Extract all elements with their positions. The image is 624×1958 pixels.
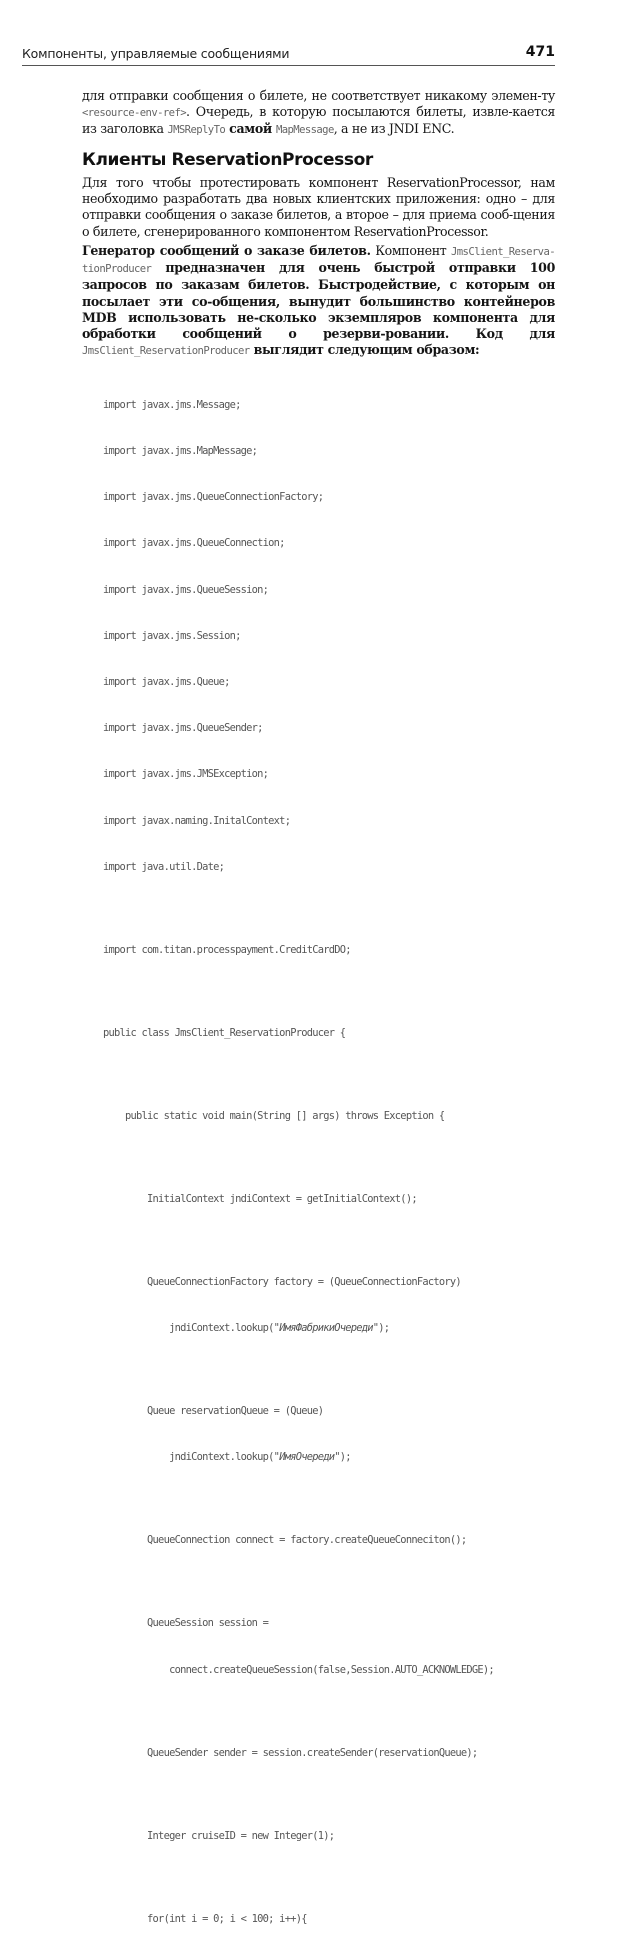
chapter-title: Компоненты, управляемые сообщениями [22,46,290,61]
intro-paragraph [82,88,555,139]
text-run: самой [225,121,276,137]
section-paragraph-1 [82,175,555,240]
code-line: import javax.jms.QueueConnectionFactory; [103,491,324,504]
section-heading: Клиенты ReservationProcessor [82,150,373,170]
code-line: QueueSession session = [103,1617,269,1630]
text-run: . Очередь, в которую посылаются билеты, извле-кается из заголовка [82,104,555,137]
section-paragraph-2 [82,243,555,359]
code-line: import javax.jms.QueueSender; [103,722,263,735]
code-line: for(int i = 0; i < 100; i++){ [103,1912,307,1925]
code-line: import javax.jms.Queue; [103,676,230,689]
code-line [103,1321,494,1336]
text-run: Компонент [370,243,451,258]
code-run: "); [372,1322,390,1335]
code-line: import javax.naming.InitalContext; [103,814,291,827]
code-line: import javax.jms.QueueSession; [103,583,269,596]
code-line: import com.titan.processpayment.CreditCardDO; [103,943,351,956]
inline-code: <resource-env-ref> [82,107,187,120]
text-run: , а не из JNDI ENC. [333,121,455,137]
code-line: connect.createQueueSession(false,Session.AUTO_ACKNOWLEDGE); [103,1663,494,1676]
code-line: Integer cruiseID = new Integer(1); [103,1829,335,1842]
text-run: выглядит следующим образом: [249,342,480,358]
paragraph-text: Для того чтобы протестировать компонент ReservationProcessor, нам необходимо разработать два новых клиентских приложения: одно – для отправки сообщения о заказе билетов, а второе – для приема сооб-щения о билете, сгенерированного компонентом ReservationProcessor. [82,175,555,239]
inline-code: JMSReplyTo [167,124,226,137]
code-line: InitialContext jndiContext = getInitialContext(); [103,1192,417,1205]
text-run: предназначен для очень быстрой отправки 100 запросов по заказам билетов. Быстродействие, с которым он посылает эти со-общения, вынудит большинство контейнеров MDB использовать не-сколько экземпляров компонента для обработки сообщений о резерви-ровании. Код для [82,260,555,342]
code-line: QueueConnectionFactory factory = (QueueConnectionFactory) [103,1275,461,1288]
inline-code: MapMessage [275,124,334,137]
text-run: для отправки сообщения о билете, не соответствует никакому элемен-ту [82,88,555,103]
inline-code: JmsClient_Reserva-tionProducer [82,246,556,276]
code-listing [103,367,494,1958]
code-placeholder: ИмяОчереди [279,1451,335,1464]
code-run: jndiContext.lookup(" [103,1451,280,1464]
code-line: import javax.jms.Session; [103,629,241,642]
code-line: import javax.jms.JMSException; [103,768,269,781]
code-placeholder: ИмяФабрикиОчереди [279,1322,373,1335]
code-line: import javax.jms.Message; [103,398,241,411]
code-run: jndiContext.lookup(" [103,1322,280,1335]
code-line: public class JmsClient_ReservationProducer { [103,1026,346,1039]
running-header [22,44,555,66]
code-line: import java.util.Date; [103,860,225,873]
page-number: 471 [525,44,555,60]
code-line: import javax.jms.MapMessage; [103,445,258,458]
code-line [103,1450,494,1465]
code-run: "); [334,1451,351,1464]
run-in-heading: Генератор сообщений о заказе билетов. [82,243,371,258]
code-line: QueueConnection connect = factory.createQueueConneciton(); [103,1534,467,1547]
code-line: Queue reservationQueue = (Queue) [103,1405,324,1418]
code-line: public static void main(String [] args) throws Exception { [103,1109,445,1122]
code-line: import javax.jms.QueueConnection; [103,537,285,550]
inline-code: JmsClient_ReservationProducer [82,345,250,358]
code-line: QueueSender sender = session.createSender(reservationQueue); [103,1746,478,1759]
